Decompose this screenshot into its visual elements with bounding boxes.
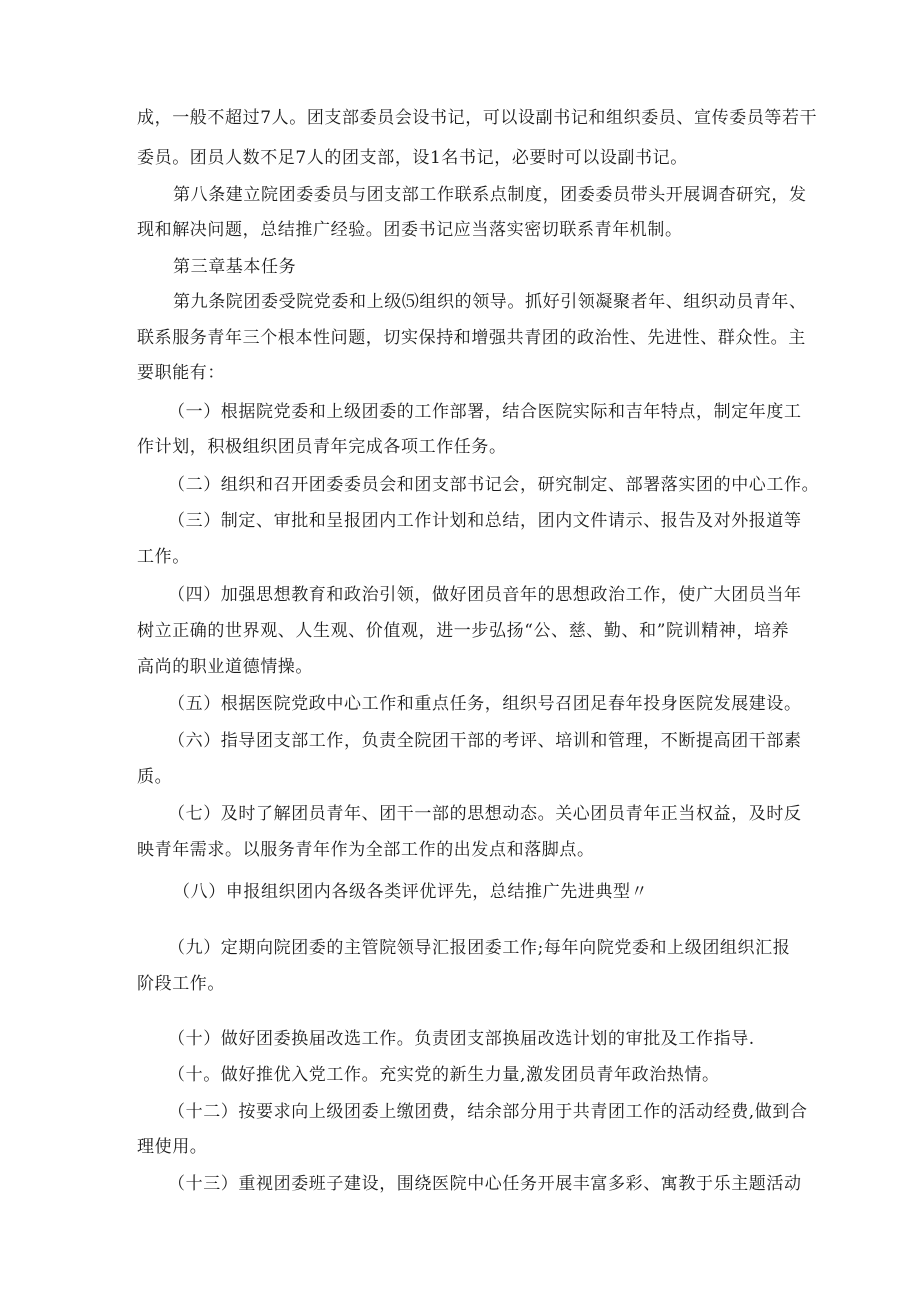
text-line: （十三）重视团委班子建设，围绕医院中心任务开展丰富多彩、寓教于乐主题活动	[168, 1174, 802, 1194]
text-line: 第九条院团委受院党委和上级⑸组织的领导。抓好引领凝聚者年、组织动员青年、	[173, 292, 807, 312]
text-line: （三）制定、审批和呈报团内工作计划和总结，团内文件请示、报告及对外报道等	[168, 511, 802, 531]
text-line: 树立正确的世界观、人生观、价值观，进一步弘扬“公、慈、勤、和”院训精神，培养	[137, 621, 790, 641]
text-line: （十。做好推优入党工作。充实党的新生力量,激发团员青年政治热情。	[168, 1065, 720, 1085]
text-line: 第八条建立院团委委员与团支部工作联系点制度，团委委员带头开展调杳研究，发	[173, 185, 807, 205]
text-line: 成，一般不超过7人。团支部委员会设书记，可以设副书记和组织委员、宣传委员等若干	[137, 108, 818, 128]
text-line: 质。	[137, 767, 173, 787]
text-line: （二）组织和召开团委委员会和团支部书记会，研究制定、部署落实团的中心工作。	[168, 475, 820, 495]
text-line: 理使用。	[137, 1137, 208, 1157]
text-line: 高尚的职业道德情操。	[137, 657, 313, 677]
text-line: （四）加强思想教育和政治引领，做好团员音年的思想政治工作，使广大团员当年	[168, 585, 802, 605]
text-line: 作计划，积极组织团员青年完成各项工作任务。	[137, 437, 507, 457]
text-line: （六）指导团支部工作，负责全院团干部的考评、培训和管理，不断提高团干部素	[168, 731, 802, 751]
text-line: 现和解决问题，总结推广经验。团委书记应当落实密切联系青年机制。	[137, 220, 683, 240]
text-line: 工作。	[137, 547, 190, 567]
text-line: （五）根据医院党政中心工作和重点任务，组织号召团足春年投身医院发展建设。	[168, 694, 802, 714]
text-line: （十）做好团委换届改选工作。负责团支部换届改选计划的审批及工作指导.	[168, 1029, 755, 1049]
text-line: （七）及时了解团员青年、团干一部的思想动态。关心团员青年正当权益，及时反	[168, 804, 802, 824]
text-line: （八）申报组织团内各级各类评优评先，总结推广先进典型〃	[173, 882, 649, 902]
text-line: 映青年需求。以服务青年作为全部工作的出发点和落脚点。	[137, 840, 595, 860]
chapter-heading: 第三章基本任务	[173, 257, 297, 277]
text-line: （十二）按要求向上级团委上缴团费，结余部分用于共青团工作的活动经费,做到合	[168, 1102, 808, 1122]
text-line: （九）定期向院团委的主管院领导汇报团委工作;每年向院党委和上级团组织汇报	[168, 938, 791, 958]
text-line: 要职能有：	[137, 363, 225, 383]
text-line: 委员。团员人数不足7人的团支部，设1名书记，必要时可以设副书记。	[137, 148, 688, 168]
text-line: 联系服务青年三个根本性问题，切实保持和增强共青团的政治性、先进性、群众性。主	[137, 328, 806, 348]
text-line: 阶段工作。	[137, 974, 225, 994]
text-line: （一）根据院党委和上级团委的工作部署，结合医院实际和吉年特点，制定年度工	[168, 402, 802, 422]
